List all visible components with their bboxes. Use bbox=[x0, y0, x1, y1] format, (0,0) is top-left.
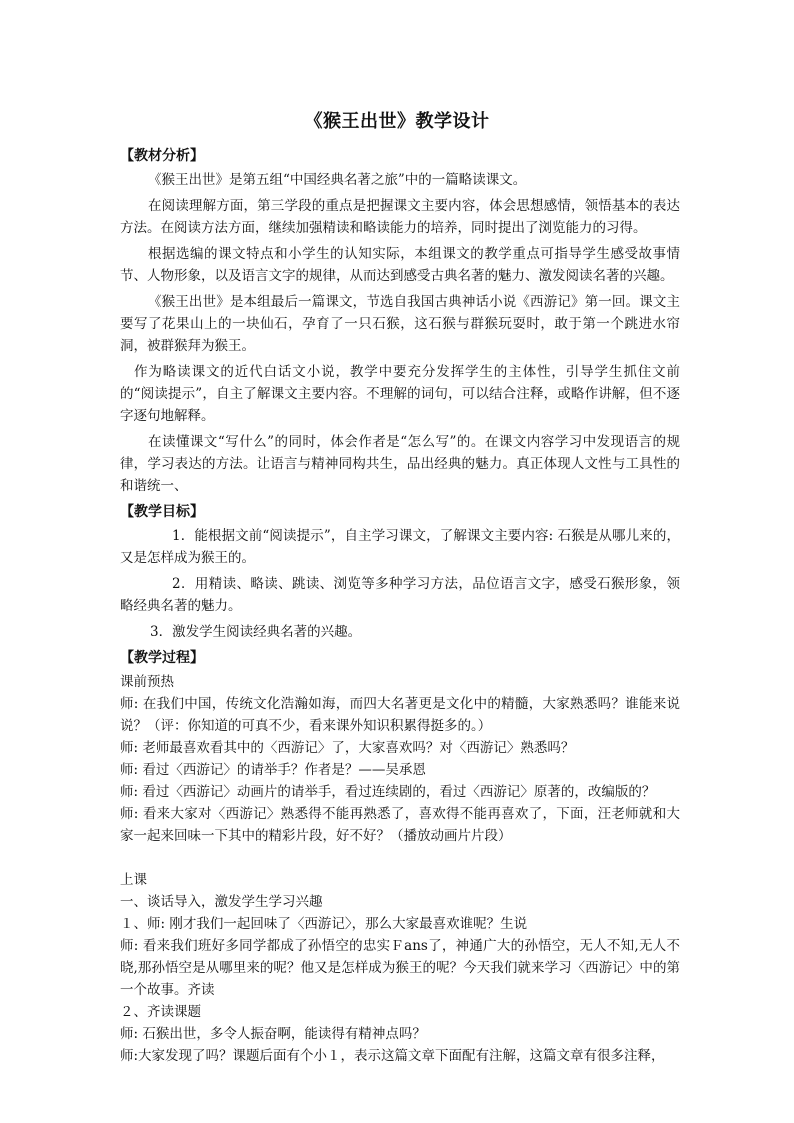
paragraph: 《猴王出世》是第五组“中国经典名著之旅”中的一篇略读课文。 bbox=[148, 172, 527, 188]
paragraph: 作为略读课文的近代白话文小说，教学中要充分发挥学生的主体性，引导学生抓住文前的“阅读提示”，自主了解课文主要内容。不理解的词句，可以结合注释，或略作讲解，但不逐字逐句地解释。 bbox=[120, 364, 680, 424]
spacer bbox=[120, 847, 680, 869]
section-heading-analysis: 【教材分析】 bbox=[120, 148, 204, 164]
dialogue-line: 师: 石猴出世，多令人振奋啊，能读得有精神点吗？ bbox=[120, 1026, 426, 1042]
section-heading-process: 【教学过程】 bbox=[120, 650, 204, 666]
section-heading-goals: 【教学目标】 bbox=[120, 504, 204, 520]
step-heading: ２、齐读课题 bbox=[120, 1004, 201, 1020]
paragraph: 在阅读理解方面，第三学段的重点是把握课文主要内容，体会思想感情，领悟基本的表达方法。在阅读方法方面，继续加强精读和略读能力的培养，同时提出了浏览能力的习得。 bbox=[120, 198, 680, 236]
goal-item: 2．用精读、略读、跳读、浏览等多种学习方法，品位语言文字，感受石猴形象，领略经典名著的魅力。 bbox=[120, 576, 680, 614]
dialogue-line: １、师: 刚才我们一起回味了〈西游记〉，那么大家最喜欢谁呢？生说 bbox=[120, 916, 528, 932]
dialogue-line: 师: 老师最喜欢看其中的〈西游记〉了，大家喜欢吗？对〈西游记〉熟悉吗？ bbox=[120, 740, 575, 756]
dialogue-line: 师: 看来大家对〈西游记〉熟悉得不能再熟悉了，喜欢得不能再喜欢了，下面，汪老师就和大家一起来回味一下其中的精彩片段，好不好？（播放动画片片段） bbox=[120, 806, 680, 844]
subheading: 课前预热 bbox=[120, 674, 174, 690]
dialogue-line: 师:大家发现了吗？课题后面有个小１，表示这篇文章下面配有注解，这篇文章有很多注释， bbox=[120, 1048, 665, 1064]
dialogue-line: 师: 看过〈西游记〉的请举手？作者是？——吴承恩 bbox=[120, 762, 426, 778]
dialogue-line: 师: 看过〈西游记〉动画片的请举手，看过连续剧的，看过〈西游记〉原著的，改编版的？ bbox=[120, 784, 656, 800]
paragraph: 根据选编的课文特点和小学生的认知实际，本组课文的教学重点可指导学生感受故事情节、人物形象，以及语言文字的规律，从而达到感受古典名著的魅力、激发阅读名著的兴趣。 bbox=[120, 246, 680, 284]
document-body bbox=[120, 143, 680, 1067]
step-heading: 一、谈话导入，激发学生学习兴趣 bbox=[120, 894, 323, 910]
paragraph: 在读懂课文“写什么”的同时，体会作者是“怎么写”的。在课文内容学习中发现语言的规律，学习表达的方法。让语言与精神同构共生，品出经典的魅力。真正体现人文性与工具性的和谐统一、 bbox=[120, 434, 680, 494]
paragraph: 《猴王出世》是本组最后一篇课文，节选自我国古典神话小说《西游记》第一回。课文主要写了花果山上的一块仙石，孕育了一只石猴，这石猴与群猴玩耍时，敢于第一个跳进水帘洞，被群猴拜为猴王。 bbox=[120, 294, 680, 354]
document-title: 《猴王出世》教学设计 bbox=[304, 111, 490, 132]
goal-item: 1．能根据文前“阅读提示”，自主学习课文，了解课文主要内容: 石猴是从哪儿来的，又是怎样成为猴王的。 bbox=[120, 528, 680, 566]
goal-item: 3．激发学生阅读经典名著的兴趣。 bbox=[150, 624, 362, 640]
dialogue-line: 师: 在我们中国，传统文化浩瀚如海，而四大名著更是文化中的精髓，大家熟悉吗？谁能来说说？（评：你知道的可真不少，看来课外知识积累得挺多的。） bbox=[120, 696, 680, 734]
dialogue-line: 师: 看来我们班好多同学都成了孙悟空的忠实Ｆans了，神通广大的孙悟空，无人不知,无人不晓,那孙悟空是从哪里来的呢？他又是怎样成为猴王的呢？今天我们就来学习〈西游记〉中的第一个故事。齐读 bbox=[120, 938, 680, 998]
subheading: 上课 bbox=[120, 872, 147, 888]
